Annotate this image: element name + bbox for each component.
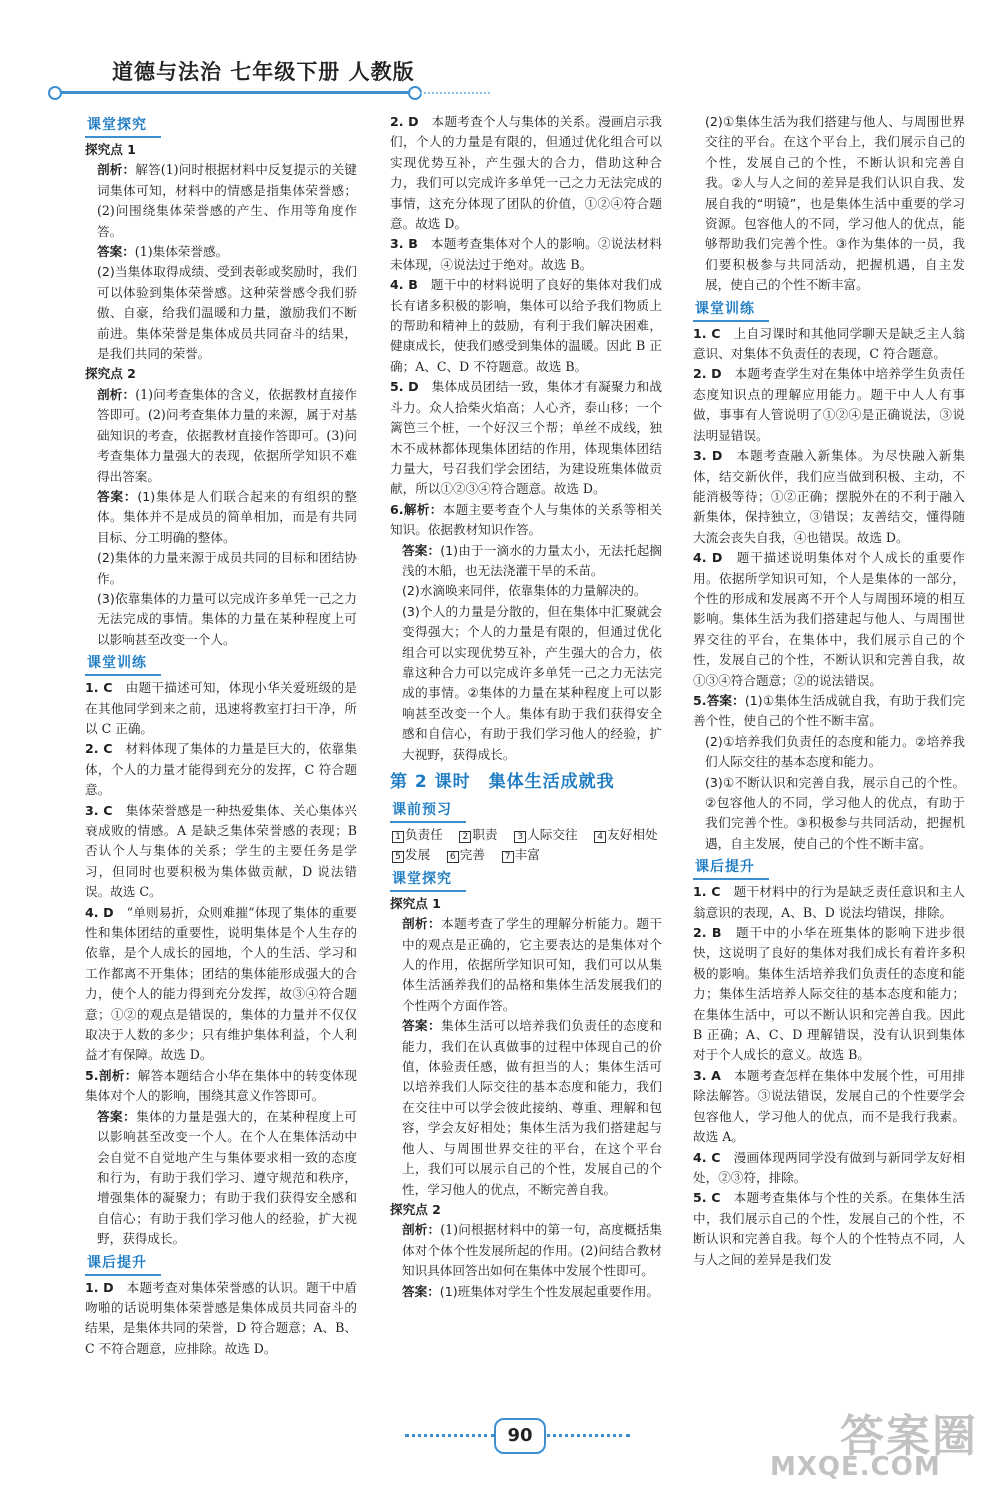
preview-item: 2 职责 [459, 827, 497, 842]
section-heading: 课后提升 [85, 1253, 161, 1276]
question-text: 本题考查怎样在集体中发展个性，可用排除法解答。③说法错误，发展自己的个性要学会包容他人，学习他人的优点，而不是我行我素。故选 A。 [693, 1067, 965, 1145]
answer-label: 答案： [402, 542, 441, 558]
question-text: 上自习课时和其他同学聊天是缺乏主人翁意识、对集体不负责任的表现，C 符合题意。 [693, 325, 965, 362]
question-text: 本题考查融入新集体。为尽快融入新集体，结交新伙伴，我们应当做到积极、主动，不能消极等待；①②正确；摆脱外在的不利于融入新集体，保持独立，③错误；友善结交，懂得随大流会丧失自我，④也错误。故选 D。 [693, 448, 965, 545]
question-item [85, 903, 357, 1066]
answer-label: 答案： [402, 1018, 442, 1034]
answer-text: 集体生活可以培养我们负责任的态度和能力，我们在认真做事的过程中体现自己的价值，体验责任感，做有担当的人；集体生活可以培养我们人际交往的基本态度和能力，我们在交往中可以学会彼此接纳、尊重、理解和包容，学会友好相处；集体生活为我们搭建起与他人、与周围世界交往的平台，在这个平台上，我们可以展示自己的个性，发展自己的个性，学习他人的优点，不断完善自我。 [402, 1018, 662, 1197]
question-item [693, 548, 965, 691]
question-number: 1. D [85, 1279, 114, 1295]
question-item [85, 1066, 357, 1107]
page-number: 90 [494, 1418, 546, 1454]
analysis-paragraph [85, 160, 357, 242]
footer-dotted-left [405, 1434, 495, 1437]
answer-text: (3)①不断认识和完善自我，展示自己的个性。②包容他人的不同，学习他人的优点，有助于我们完善个性。③积极参与共同活动，把握机遇，自主发展，使自己的个性不断丰富。 [705, 774, 965, 851]
question-number: 4. D [693, 550, 723, 566]
analysis-paragraph [390, 914, 662, 1016]
preview-item: 4 友好相处 [594, 827, 657, 842]
column-middle [390, 112, 662, 1426]
answer-paragraph [390, 1016, 662, 1200]
preview-item: 3 人际交往 [514, 827, 577, 842]
question-number: 3. D [693, 448, 723, 464]
answer-label: 答案： [97, 244, 135, 260]
question-number: 1. C [693, 884, 721, 900]
question-item [693, 1148, 965, 1189]
header-rule-start-dot [48, 86, 62, 100]
preview-item: 5 发展 [392, 847, 430, 862]
preview-item: 1 负责任 [392, 827, 443, 842]
question-item [693, 364, 965, 446]
question-item [693, 923, 965, 1066]
question-number: 5. [693, 692, 707, 708]
inquiry-point-heading: 探究点 1 [85, 142, 136, 157]
question-text: 由题干描述可知，体现小华关爱班级的是在其他同学到来之前，迅速将教室打扫干净，所以 C 正确。 [85, 680, 357, 736]
answer-label: 答案： [97, 488, 138, 504]
answer-text: (1)集体是人们联合起来的有组织的整体。集体并不是成员的简单相加，而是有共同目标、分工明确的整体。 [97, 488, 357, 545]
analysis-label: 剖析： [402, 916, 442, 932]
question-number: 5. C [693, 1190, 721, 1206]
watermark [770, 1400, 995, 1490]
question-item [693, 1066, 965, 1148]
inquiry-point-heading: 探究点 2 [85, 366, 136, 382]
answer-paragraph [85, 487, 357, 548]
lesson-name: 集体生活成就我 [488, 772, 615, 792]
analysis-text: 本题考查了学生的理解分析能力。题干中的观点是正确的，它主要表达的是集体对个人的作用，依据所学知识可知，我们可以从集体生活涵养我们的品格和集体生活发展我们的个性两个方面作答。 [402, 916, 662, 1013]
analysis-label: 剖析： [97, 162, 136, 178]
answer-paragraph [390, 541, 662, 582]
question-text: 本题考查个人与集体的关系。漫画启示我们，个人的力量是有限的，但通过优化组合可以实现优势互补，产生强大的合力，借助这种合力，我们可以完成许多单凭一己之力无法完成的事情，这充分体现了团队的价值，①②④符合题意。故选 D。 [390, 114, 662, 232]
question-text: 本题考查学生对在集体中培养学生负责任态度知识点的理解应用能力。题干中人人有事做，事事有人管说明了①②④是正确说法，③说法明显错误。 [693, 366, 965, 443]
question-number: 5. D [390, 379, 419, 395]
page-header [0, 0, 1000, 110]
question-number: 2. C [85, 741, 113, 757]
section-heading: 课堂探究 [390, 869, 466, 892]
analysis-paragraph [85, 385, 357, 487]
watermark-url: MXQE.COM [770, 1452, 941, 1482]
question-number: 2. B [693, 925, 722, 941]
question-text: 题干材料中的行为是缺乏责任意识和主人翁意识的表现，A、B、D 说法均错误，排除。 [693, 884, 965, 920]
question-number: 6. [390, 501, 404, 517]
question-number: 2. D [390, 114, 419, 129]
analysis-paragraph [390, 1220, 662, 1281]
page-title: 道德与法治 七年级下册 人教版 [112, 60, 415, 84]
question-item [693, 882, 965, 923]
header-dotted-tail [420, 92, 490, 94]
question-text: 解答本题结合小华在集体中的转变体现集体对个人的影响，围绕其意义作答即可。 [85, 1067, 357, 1104]
question-number: 5. [85, 1067, 99, 1083]
answer-text: (1)班集体对学生个性发展起重要作用。 [439, 1283, 660, 1299]
preview-item: 7 丰富 [502, 847, 540, 862]
question-number: 4. D [85, 904, 114, 920]
analysis-label: 剖析： [97, 386, 136, 402]
footer-dotted-right [540, 1434, 630, 1437]
lesson-title [390, 769, 662, 795]
inquiry-point-heading: 探究点 1 [390, 895, 441, 911]
question-text: 材料体现了集体的力量是巨大的，依靠集体，个人的力量才能得到充分的发挥，C 符合题意。 [85, 741, 357, 798]
answer-text: (2)集体的力量来源于成员共同的目标和团结协作。 [97, 550, 357, 586]
question-number: 4. B [390, 277, 418, 293]
question-item [85, 801, 357, 903]
inquiry-point-heading: 探究点 2 [390, 1201, 441, 1217]
question-number: 3. A [693, 1067, 721, 1083]
answer-text: (2)①集体生活为我们搭建与他人、与周围世界交往的平台。在这个平台上，我们展示自己的个性，发展自己的个性，不断认识和完善自我。②人与人之间的差异是我们认识自我、发展自我的“明镜”，也是集体生活中重要的学习资源。包容他人的不同，学习他人的优点，能够帮助我们完善个性。③作为集体的一员，我们要积极参与共同活动，把握机遇，自主发展，使自己的个性不断丰富。 [705, 114, 965, 293]
question-item [390, 112, 662, 234]
question-item [693, 1188, 965, 1270]
question-item [693, 691, 965, 732]
answer-text: (1)①集体生活成就自我，有助于我们完善个性，使自己的个性不断丰富。 [693, 692, 965, 729]
answer-text: (3)依靠集体的力量可以完成许多单凭一己之力无法完成的事情。集体的力量在某种程度上可以影响甚至改变一个人。 [97, 590, 357, 647]
question-item [390, 377, 662, 499]
question-text: 漫画体现两同学没有做到与新同学友好相处，②③符，排除。 [693, 1149, 965, 1185]
question-item [693, 446, 965, 548]
question-item [390, 275, 662, 377]
header-rule [55, 91, 415, 94]
question-item [693, 324, 965, 365]
question-text: 本题考查对集体荣誉感的认识。题干中盾吻啪的话说明集体荣誉感是集体成员共同奋斗的结果，是集体共同的荣誉，D 符合题意；A、B、C 不符合题意，应排除。故选 D。 [85, 1279, 357, 1356]
section-heading: 课堂训练 [85, 653, 161, 676]
question-item [85, 739, 357, 800]
question-text: 题干描述说明集体对个人成长的重要作用。依据所学知识可知，个人是集体的一部分，个性的形成和发展离不开个人与周围环境的相互影响。集体生活为我们搭建起与他人、与周围世界交往的平台，在集体中，我们展示自己的个性，发展自己的个性，不断认识和完善自我，故①③④符合题意；②的说法错误。 [693, 550, 965, 688]
answer-text: (1)由于一滴水的力量太小，无法托起搁浅的木船，也无法浇灌干旱的禾苗。 [402, 542, 662, 578]
section-heading: 课前预习 [390, 800, 466, 823]
question-number: 4. C [693, 1149, 721, 1165]
column-left [85, 112, 357, 1426]
answer-text: (3)个人的力量是分散的，但在集体中汇聚就会变得强大；个人的力量是有限的，但通过优化组合可以实现优势互补，产生强大的合力，依靠这种合力可以完成许多单凭一己之力无法完成的事情。②集体的力量在某种程度上可以影响甚至改变一个人。集体有助于我们获得安全感和自信心，有助于我们学习他人的经验，扩大视野，获得成长。 [402, 603, 662, 762]
preview-item: 6 完善 [447, 847, 485, 862]
question-number: 3. C [85, 802, 113, 818]
analysis-label: 剖析： [98, 1067, 138, 1083]
answer-text: (2)水滴唤来同伴，依靠集体的力量解决的。 [402, 583, 647, 599]
analysis-label: 剖析： [402, 1222, 441, 1238]
question-number: 1. C [85, 680, 113, 696]
question-text: 集体成员团结一致，集体才有凝聚力和战斗力。众人拾柴火焰高；人心齐，泰山移；一个篱笆三个桩，一个好汉三个帮；单丝不成线，独木不成林都体现集体团结的作用，体现集体团结力量大，号召我们学会团结，为建设班集体做贡献，所以①②③④符合题意。故选 D。 [390, 379, 662, 497]
column-right [693, 112, 965, 1426]
question-text: 本题主要考查个人与集体的关系等相关知识。依据教材知识作答。 [390, 501, 662, 538]
watermark-text: 答案圈 [840, 1411, 978, 1462]
question-number: 3. B [390, 236, 418, 252]
answer-label: 答案： [706, 692, 745, 708]
analysis-text: (1)问根据材料中的第一句，高度概括集体对个体个性发展所起的作用。(2)问结合教材知识具体回答出如何在集体中发展个性即可。 [402, 1222, 662, 1279]
answer-label: 答案： [402, 1283, 440, 1299]
question-item [85, 678, 357, 739]
answer-text: (2)当集体取得成绩、受到表彰或奖励时，我们可以体验到集体荣誉感。这种荣誉感令我们骄傲、自豪，给我们温暖和力量，激励我们不断前进。集体荣誉是集体成员共同奋斗的结果，是我们共同的荣誉。 [97, 264, 357, 362]
answer-text: (2)①培养我们负责任的态度和能力。②培养我们人际交往的基本态度和能力。 [705, 733, 965, 770]
question-number: 2. D [693, 366, 722, 382]
question-text: 题干中的材料说明了良好的集体对我们成长有诸多积极的影响，集体可以给予我们物质上的帮助和精神上的鼓励，有利于我们解决困难，健康成长，使我们感受到集体的温暖。因此 B 正确；A、C、D 不符题意。故选 B。 [390, 277, 662, 374]
analysis-text: (1)问考查集体的含义，依据教材直接作答即可。(2)问考查集体力量的来源，属于对基础知识的考查，依据教材直接作答即可。(3)问考查集体力量强大的表现，依据所学知识不难得出答案。 [97, 386, 357, 484]
preview-answers [390, 825, 662, 866]
question-text: “单则易折，众则难摧”体现了集体的重要性和集体团结的重要性，说明集体是个人生存的依靠，是个人成长的园地，个人的生活、学习和工作都离不开集体；团结的集体能形成强大的合力，使个人的能力得到充分发挥，故③④符合题意；①②的观点是错误的，集体的力量并不仅仅取决于人数的多少；只有维护集体利益，个人利益才有保障。故选 D。 [85, 904, 357, 1063]
section-heading: 课后提升 [693, 857, 769, 880]
question-item [390, 234, 662, 275]
analysis-label: 解析： [403, 501, 443, 517]
question-text: 集体荣誉感是一种热爱集体、关心集体兴衰成败的情感。A 是缺乏集体荣誉感的表现；B 否认个人与集体的关系；学生的主要任务是学习，但同时也要积极为集体做贡献，D 说法错误。故选 C。 [85, 802, 357, 900]
question-item [85, 1278, 357, 1360]
answer-text: (1)集体荣誉感。 [134, 244, 229, 260]
answer-paragraph [85, 1107, 357, 1250]
analysis-text: 解答(1)问时根据材料中反复提示的关键词集体可知，材料中的情感是指集体荣誉感；(2)问围绕集体荣誉感的产生、作用等角度作答。 [97, 162, 357, 239]
question-item [390, 500, 662, 541]
answer-paragraph [390, 1282, 662, 1302]
question-text: 题干中的小华在班集体的影响下进步很快，这说明了良好的集体对我们成长有着许多积极的影响。集体生活培养我们负责任的态度和能力；集体生活培养人际交往的基本态度和能力；在集体生活中，可以不断认识和完善自我。因此 B 正确；A、C、D 理解错误，没有认识到集体对于个人成长的意义。故选 B。 [693, 925, 965, 1063]
question-text: 本题考查集体对个人的影响。②说法材料未体现，④说法过于绝对。故选 B。 [390, 236, 662, 272]
answer-paragraph [85, 242, 357, 262]
answer-text: 集体的力量是强大的，在某种程度上可以影响甚至改变一个人。在个人在集体活动中会自觉不自觉地产生与集体要求相一致的态度和行为，有助于我们学习、遵守规范和秩序，增强集体的凝聚力；有助于我们获得安全感和自信心；有助于我们学习他人的经验，扩大视野，获得成长。 [97, 1108, 357, 1247]
question-number: 1. C [693, 325, 721, 341]
lesson-number: 第 2 课时 [390, 772, 471, 792]
question-text: 本题考查集体与个性的关系。在集体生活中，我们展示自己的个性，发展自己的个性，不断认识和完善自我。每个人的个性特点不同，人与人之间的差异是我们发 [693, 1190, 965, 1267]
section-heading: 课堂训练 [693, 299, 769, 322]
answer-label: 答案： [97, 1108, 137, 1124]
section-heading: 课堂探究 [85, 115, 161, 138]
